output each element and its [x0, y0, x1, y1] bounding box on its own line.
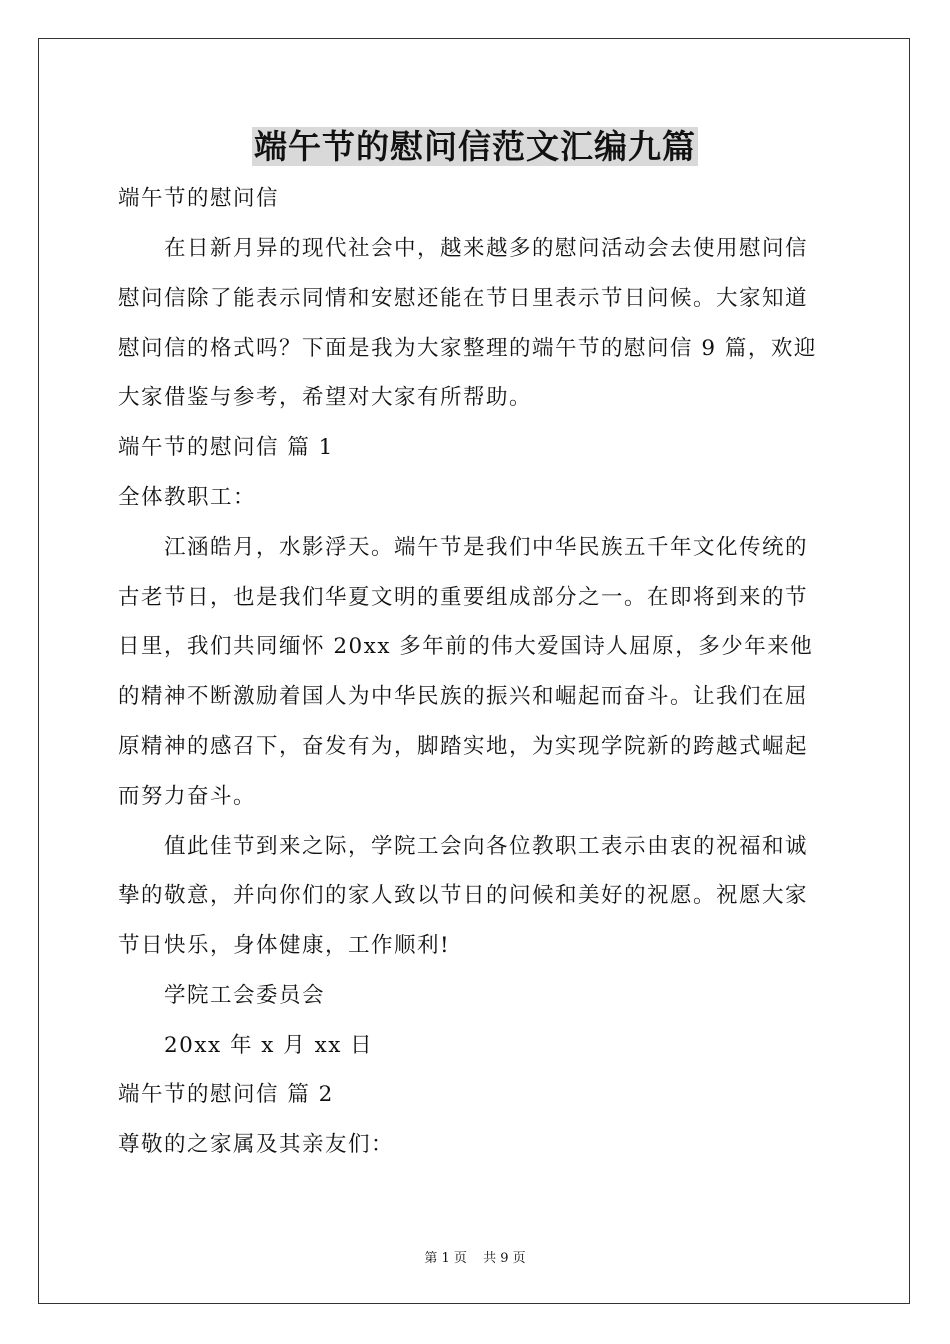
paragraph-line: 慰问信除了能表示同情和安慰还能在节日里表示节日问候。大家知道 [118, 286, 809, 311]
paragraph-line: 的精神不断激励着国人为中华民族的振兴和崛起而奋斗。让我们在屈 [118, 684, 809, 709]
paragraph-line: 日里，我们共同缅怀 20xx 多年前的伟大爱国诗人屈原，多少年来他 [118, 634, 814, 659]
section-heading: 端午节的慰问信 篇 1 [118, 435, 334, 460]
page-number: 第 1 页 [424, 1251, 467, 1266]
paragraph-line: 挚的敬意，并向你们的家人致以节日的问候和美好的祝愿。祝愿大家 [118, 883, 809, 908]
document-title-wrap [0, 125, 950, 169]
subheading: 端午节的慰问信 [118, 186, 280, 211]
document-title: 端午节的慰问信范文汇编九篇 [254, 127, 696, 166]
page-total: 共 9 页 [483, 1251, 526, 1266]
page-border [38, 38, 910, 1304]
salutation: 全体教职工： [118, 485, 257, 510]
paragraph-line: 古老节日，也是我们华夏文明的重要组成部分之一。在即将到来的节 [118, 585, 809, 610]
signature: 学院工会委员会 [164, 983, 326, 1008]
section-heading: 端午节的慰问信 篇 2 [118, 1082, 334, 1107]
paragraph-line: 在日新月异的现代社会中，越来越多的慰问活动会去使用慰问信 [164, 236, 809, 261]
paragraph-line: 值此佳节到来之际，学院工会向各位教职工表示由衷的祝福和诚 [164, 834, 809, 859]
paragraph-line: 江涵皓月，水影浮天。端午节是我们中华民族五千年文化传统的 [164, 535, 809, 560]
date-line: 20xx 年 x 月 xx 日 [164, 1033, 374, 1058]
paragraph-line: 而努力奋斗。 [118, 784, 257, 809]
paragraph-line: 原精神的感召下，奋发有为，脚踏实地，为实现学院新的跨越式崛起 [118, 734, 809, 759]
salutation: 尊敬的之家属及其亲友们： [118, 1132, 395, 1157]
paragraph-line: 慰问信的格式吗？下面是我为大家整理的端午节的慰问信 9 篇，欢迎 [118, 336, 817, 361]
paragraph-line: 节日快乐，身体健康，工作顺利! [118, 933, 451, 958]
page-footer [0, 1247, 950, 1266]
paragraph-line: 大家借鉴与参考，希望对大家有所帮助。 [118, 385, 533, 410]
